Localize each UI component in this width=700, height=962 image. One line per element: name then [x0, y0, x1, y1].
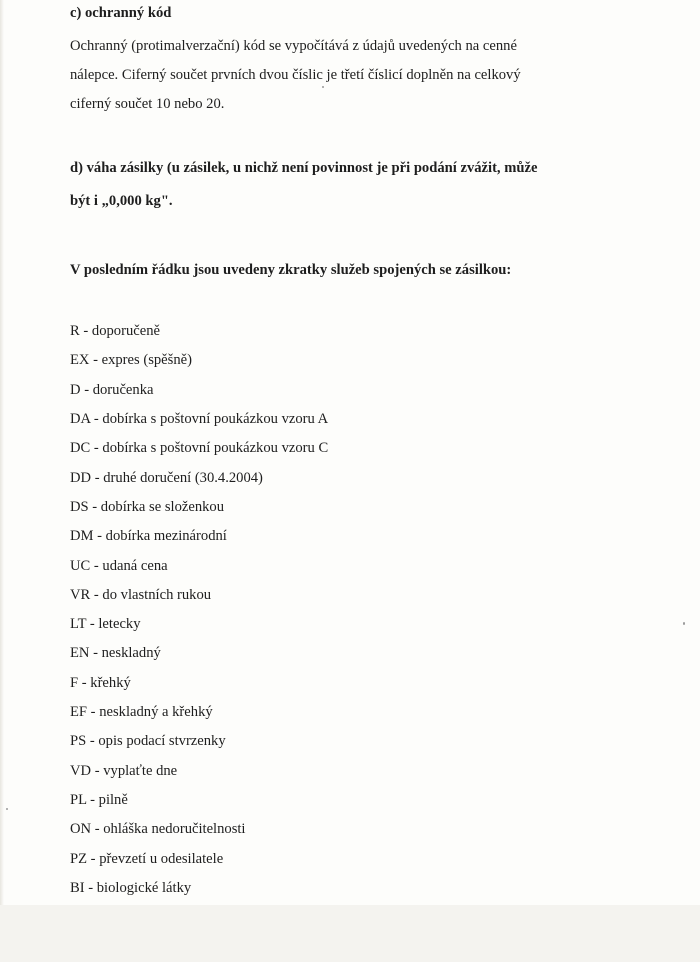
page-edge-shadow: [0, 0, 4, 962]
service-item: VD - vyplaťte dne: [70, 762, 178, 779]
services-heading: V posledním řádku jsou uvedeny zkratky služeb spojených se zásilkou:: [70, 262, 512, 278]
service-item: DA - dobírka s poštovní poukázkou vzoru A: [70, 410, 329, 427]
service-item: DM - dobírka mezinárodní: [70, 528, 227, 545]
section-d-line-2: být i „0,000 kg".: [70, 193, 173, 209]
service-item: VR - do vlastních rukou: [70, 586, 212, 603]
scan-speck: [6, 808, 8, 810]
service-item: D - doručenka: [70, 381, 154, 398]
service-item: DS - dobírka se složenkou: [70, 498, 225, 515]
section-c-line-3: ciferný součet 10 nebo 20.: [70, 96, 225, 112]
section-c-heading: c) ochranný kód: [70, 5, 172, 21]
scan-speck: [683, 622, 685, 625]
service-item: DD - druhé doručení (30.4.2004): [70, 469, 263, 486]
service-item: EF - neskladný a křehký: [70, 704, 213, 721]
service-item: R - doporučeně: [70, 323, 160, 339]
service-item: F - křehký: [70, 674, 131, 691]
service-item: BI - biologické látky: [70, 879, 192, 896]
service-item: PL - pilně: [70, 792, 128, 808]
service-item: UC - udaná cena: [70, 557, 168, 574]
services-list: [70, 323, 328, 909]
service-item: PS - opis podací stvrzenky: [70, 733, 226, 750]
scan-speck: [322, 86, 324, 88]
service-item: DC - dobírka s poštovní poukázkou vzoru C: [70, 440, 329, 457]
service-item: EN - neskladný: [70, 645, 161, 662]
section-d-line-1: d) váha zásilky (u zásilek, u nichž není povinnost je při podání zvážit, může: [70, 160, 538, 176]
service-item: ON - ohláška nedoručitelnosti: [70, 821, 246, 838]
page-bottom-margin: [0, 905, 700, 962]
service-item: EX - expres (spěšně): [70, 352, 192, 369]
service-item: PZ - převzetí u odesilatele: [70, 850, 224, 867]
service-item: LT - letecky: [70, 616, 141, 633]
section-c-line-2: nálepce. Ciferný součet prvních dvou číslic je třetí číslicí doplněn na celkový: [70, 67, 521, 83]
section-c-line-1: Ochranný (protimalverzační) kód se vypočítává z údajů uvedených na cenné: [70, 38, 517, 54]
